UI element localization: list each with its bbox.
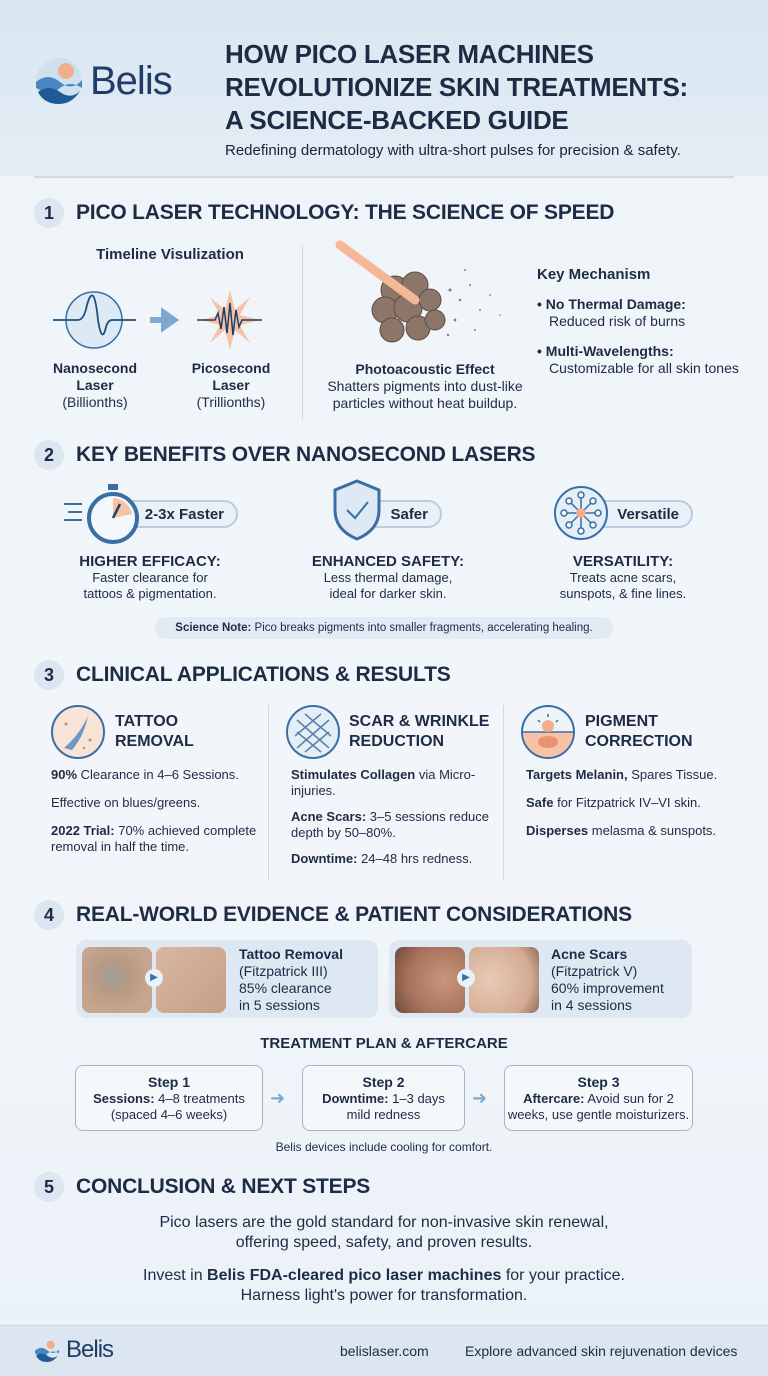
section-5-heading: [34, 1172, 370, 1202]
footer-tagline: Explore advanced skin rejuvenation devices: [465, 1343, 738, 1359]
arrow-right-icon: ➜: [270, 1088, 286, 1108]
photoacoustic-effect: [315, 361, 535, 412]
arrow-play-icon: ▶: [457, 969, 475, 987]
pigment-shatter-icon: [330, 240, 520, 355]
mechanism-item: • Multi-Wavelengths: Customizable for all skin tones: [537, 343, 762, 377]
step-text: Avoid sun for 2 weeks, use gentle moisturizers.: [507, 1091, 690, 1122]
item-text: Customizable for all skin tones: [549, 360, 739, 376]
detail-bold: Safe: [526, 795, 554, 810]
label-line: Nanosecond: [52, 360, 137, 376]
section-number: 1: [34, 198, 64, 228]
detail-text: Spares Tissue.: [627, 767, 718, 782]
cooling-note: Belis devices include cooling for comfort.: [275, 1140, 493, 1154]
title-line: A SCIENCE-BACKED GUIDE: [225, 105, 569, 135]
before-photo: [395, 947, 465, 1013]
case-line: 60% improvement: [551, 980, 664, 996]
detail-bold: 2022 Trial:: [51, 823, 115, 838]
label-line: Laser: [212, 377, 250, 393]
section-4-heading: [34, 900, 632, 930]
section-number: 2: [34, 440, 64, 470]
detail-bold: Stimulates Collagen: [291, 767, 416, 782]
app-title-scar: [349, 712, 489, 752]
network-icon: [553, 485, 609, 541]
effect-text: particles without heat buildup.: [332, 395, 518, 411]
case-line: 85% clearance: [239, 980, 332, 996]
step-title: Step 3: [577, 1074, 620, 1090]
badge-label: 2-3x Faster: [144, 505, 224, 523]
section-title: REAL-WORLD EVIDENCE & PATIENT CONSIDERATIONS: [76, 903, 632, 926]
effect-text: Shatters pigments into dust-like: [327, 378, 523, 394]
label-line: (Billionths): [62, 394, 128, 410]
section-number: 5: [34, 1172, 64, 1202]
cta-text: [0, 1266, 768, 1306]
step-title: Step 2: [362, 1074, 405, 1090]
text: Invest in: [143, 1267, 208, 1284]
item-bold: No Thermal Damage:: [545, 296, 686, 312]
detail-text: via Micro-injuries.: [291, 767, 476, 798]
text: for your practice.: [501, 1267, 625, 1284]
section-3-heading: [34, 660, 451, 690]
wave-logo-icon: [34, 1337, 60, 1363]
after-photo: [469, 947, 539, 1013]
note-label: Science Note:: [175, 622, 252, 634]
detail-text: 3–5 sessions reduce depth by 50–80%.: [291, 809, 490, 840]
benefit-text: Faster clearance for: [92, 570, 208, 585]
section-2-heading: [34, 440, 535, 470]
section-title: KEY BENEFITS OVER NANOSECOND LASERS: [76, 443, 536, 466]
pulse-comparison-icon: [50, 285, 290, 355]
detail-text: Effective on blues/greens.: [51, 795, 201, 810]
effect-title: Photoacoustic Effect: [355, 361, 495, 377]
title-line: TATTOO: [115, 713, 179, 730]
section-title: PICO LASER TECHNOLOGY: THE SCIENCE OF SPEED: [76, 201, 615, 224]
step-1: [75, 1065, 263, 1131]
step-text: 4–8 treatments (spaced 4–6 weeks): [110, 1091, 245, 1122]
label-line: (Trillionths): [196, 394, 266, 410]
shield-check-icon: [332, 478, 382, 542]
benefit-text: ideal for darker skin.: [329, 586, 447, 601]
benefit-title: VERSATILITY:: [572, 553, 674, 570]
title-line: REVOLUTIONIZE SKIN TREATMENTS:: [225, 72, 688, 102]
detail-bold: Disperses: [526, 823, 589, 838]
text-bold: Belis FDA-cleared pico laser machines: [207, 1267, 502, 1284]
badge-label: Safer: [390, 505, 428, 523]
picosecond-label: [176, 360, 286, 411]
mechanism-item: • No Thermal Damage: Reduced risk of burns: [537, 296, 762, 330]
stopwatch-icon: [62, 482, 140, 548]
step-text: 1–3 days mild redness: [346, 1091, 445, 1122]
step-bold: Aftercare:: [523, 1091, 585, 1106]
brand-logo: [34, 56, 172, 106]
subtitle: Redefining dermatology with ultra-short pulses for precision & safety.: [225, 142, 681, 159]
pigment-sun-icon: [520, 704, 576, 760]
detail-text: Clearance in 4–6 Sessions.: [77, 767, 239, 782]
science-note: [155, 617, 613, 639]
label-line: Picosecond: [191, 360, 271, 376]
after-photo: [156, 947, 226, 1013]
title-line: SCAR & WRINKLE: [349, 713, 490, 730]
text-line: offering speed, safety, and proven results.: [235, 1234, 533, 1251]
benefit-efficacy: [50, 553, 250, 602]
benefit-text: tattoos & pigmentation.: [83, 586, 217, 601]
before-photo: [82, 947, 152, 1013]
detail-bold: Downtime:: [291, 851, 358, 866]
app-title-tattoo: [115, 712, 194, 752]
case-line: in 4 sessions: [551, 997, 632, 1013]
divider: [268, 705, 269, 880]
app-details-scar: [291, 767, 491, 867]
case-text-tattoo: [239, 946, 343, 1014]
benefit-text: Less thermal damage,: [323, 570, 453, 585]
arrow-right-icon: ➜: [472, 1088, 488, 1108]
wave-logo-icon: [34, 56, 84, 106]
detail-bold: 90%: [51, 767, 78, 782]
timeline-title: Timeline Visulization: [96, 246, 244, 263]
website-link[interactable]: belislaser.com: [340, 1343, 429, 1359]
detail-text: 24–48 hrs redness.: [357, 851, 473, 866]
detail-text: melasma & sunspots.: [588, 823, 717, 838]
brand-name: Belis: [90, 58, 172, 103]
section-number: 4: [34, 900, 64, 930]
section-title: CLINICAL APPLICATIONS & RESULTS: [76, 663, 451, 686]
badge-label: Versatile: [617, 505, 679, 523]
arrow-play-icon: ▶: [145, 969, 163, 987]
step-bold: Sessions:: [93, 1091, 155, 1106]
benefit-safety: [288, 553, 488, 602]
label-line: Laser: [76, 377, 114, 393]
mechanism-title: Key Mechanism: [537, 266, 651, 283]
title-line: REMOVAL: [115, 733, 194, 750]
step-bold: Downtime:: [322, 1091, 389, 1106]
text-line: Harness light's power for transformation.: [240, 1287, 528, 1304]
case-line: (Fitzpatrick III): [239, 963, 328, 979]
collagen-mesh-icon: [285, 704, 341, 760]
title-line: HOW PICO LASER MACHINES: [225, 39, 594, 69]
mechanism-list: [537, 296, 762, 377]
text-line: Pico lasers are the gold standard for non-invasive skin renewal,: [159, 1214, 609, 1231]
app-details-pigment: [526, 767, 756, 839]
app-title-pigment: [585, 712, 693, 752]
case-title: Tattoo Removal: [239, 946, 343, 962]
step-2: [302, 1065, 465, 1131]
plan-title: TREATMENT PLAN & AFTERCARE: [260, 1035, 508, 1052]
title-line: PIGMENT: [585, 713, 658, 730]
section-number: 3: [34, 660, 64, 690]
detail-bold: Targets Melanin,: [526, 767, 628, 782]
case-title: Acne Scars: [551, 946, 628, 962]
divider: [34, 176, 734, 178]
detail-text: for Fitzpatrick IV–VI skin.: [553, 795, 701, 810]
brand-name: Belis: [66, 1336, 114, 1363]
section-title: CONCLUSION & NEXT STEPS: [76, 1175, 371, 1198]
divider: [302, 245, 303, 420]
benefit-title: ENHANCED SAFETY:: [311, 553, 465, 570]
case-line: (Fitzpatrick V): [551, 963, 638, 979]
item-bold: Multi-Wavelengths:: [545, 343, 674, 359]
note-text: Pico breaks pigments into smaller fragments, accelerating healing.: [251, 622, 593, 634]
detail-bold: Acne Scars:: [291, 809, 367, 824]
step-3: [504, 1065, 693, 1131]
step-title: Step 1: [147, 1074, 190, 1090]
divider: [503, 705, 504, 880]
case-line: in 5 sessions: [239, 997, 320, 1013]
conclusion-text: [0, 1213, 768, 1253]
detail-text: 70% achieved complete removal in half the time.: [51, 823, 257, 854]
footer-logo: [34, 1336, 113, 1364]
case-text-acne: [551, 946, 664, 1014]
title-line: REDUCTION: [349, 733, 445, 750]
item-text: Reduced risk of burns: [549, 313, 686, 329]
section-1-heading: [34, 198, 614, 228]
benefit-text: Treats acne scars,: [569, 570, 677, 585]
benefit-title: HIGHER EFFICACY:: [79, 553, 221, 570]
title-line: CORRECTION: [585, 733, 693, 750]
tattoo-removal-icon: [50, 704, 106, 760]
benefit-versatility: [523, 553, 723, 602]
page-title: [225, 38, 688, 137]
app-details-tattoo: [51, 767, 266, 855]
nanosecond-label: [40, 360, 150, 411]
benefit-text: sunspots, & fine lines.: [559, 586, 687, 601]
